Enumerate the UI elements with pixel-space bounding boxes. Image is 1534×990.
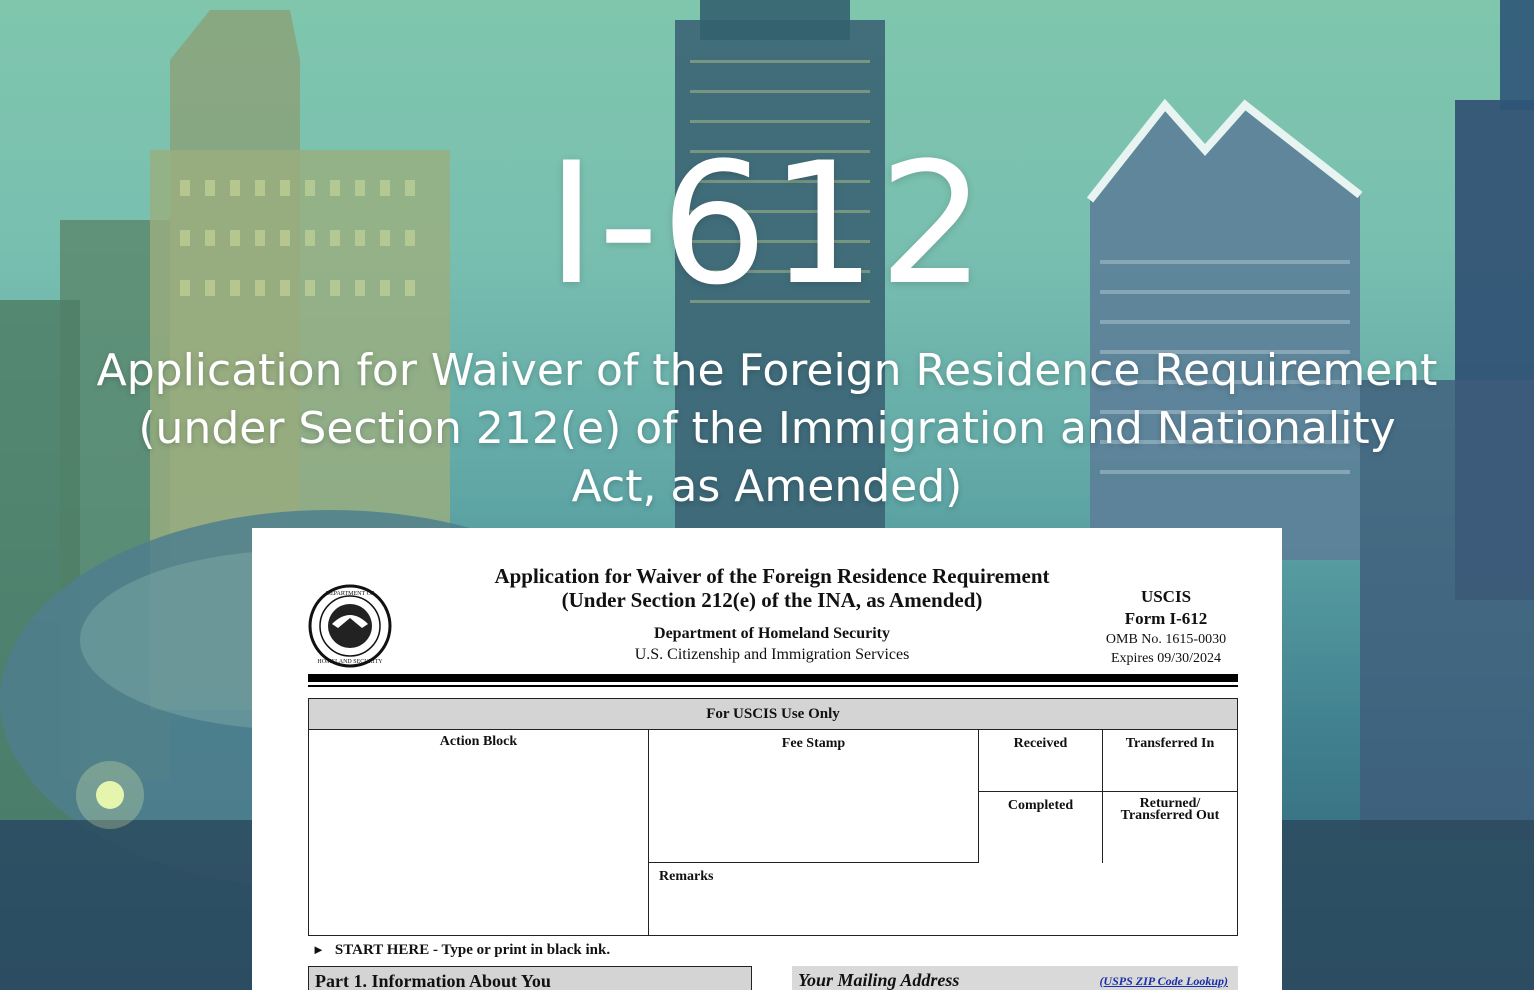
completed-label: Completed — [1007, 798, 1074, 813]
received-label: Received — [1013, 736, 1068, 751]
received-cell — [979, 730, 1103, 792]
use-only-header: For USCIS Use Only — [309, 699, 1237, 730]
agency-short: USCIS — [1140, 587, 1192, 606]
fee-stamp-label: Fee Stamp — [781, 736, 846, 751]
returned-label-line1: Returned/ — [1139, 796, 1201, 811]
form-header — [432, 564, 1112, 666]
header-rule-thick — [308, 674, 1238, 682]
usps-zip-lookup-link[interactable]: (USPS ZIP Code Lookup) — [1099, 974, 1228, 988]
remarks-label: Remarks — [659, 869, 714, 884]
form-title-line2: (Under Section 212(e) of the INA, as Amended) — [561, 588, 983, 612]
action-block-cell — [309, 730, 649, 935]
omb-number: OMB No. 1615-0030 — [1105, 632, 1227, 647]
form-title-line1: Application for Waiver of the Foreign Residence Requirement — [494, 564, 1050, 588]
start-here-instruction — [312, 940, 610, 960]
svg-text:DEPARTMENT OF: DEPARTMENT OF — [325, 591, 375, 597]
uscis-use-only-table — [308, 698, 1238, 936]
agency-name: U.S. Citizenship and Immigration Services — [634, 646, 910, 663]
fee-stamp-cell — [649, 730, 979, 863]
form-identifier — [1092, 586, 1240, 668]
form-number: Form I-612 — [1124, 609, 1208, 628]
transferred-in-cell — [1103, 730, 1237, 792]
transferred-in-label: Transferred In — [1125, 736, 1215, 751]
mailing-address-title: Your Mailing Address — [798, 970, 960, 990]
part1-heading: Part 1. Information About You — [308, 966, 752, 990]
completed-cell — [979, 792, 1103, 863]
header-rule-thin — [308, 685, 1238, 687]
hero-title: I-612 — [546, 126, 988, 322]
action-block-label: Action Block — [439, 734, 518, 749]
returned-label-line2: Transferred Out — [1120, 808, 1220, 823]
department-name: Department of Homeland Security — [654, 625, 890, 642]
svg-text:HOMELAND SECURITY: HOMELAND SECURITY — [317, 659, 383, 665]
expiration-date: Expires 09/30/2024 — [1110, 651, 1222, 666]
mailing-address-heading — [792, 966, 1238, 990]
dhs-seal-icon — [308, 584, 392, 668]
returned-transferred-out-cell — [1103, 792, 1237, 863]
form-document-preview — [252, 528, 1282, 990]
start-here-text: START HERE - Type or print in black ink. — [334, 942, 611, 958]
remarks-cell — [649, 863, 1237, 935]
triangle-right-icon: ► — [312, 942, 325, 957]
hero-subtitle: Application for Waiver of the Foreign Residence Requirement (under Section 212(e) of the Immigration and Nationality Act, as Amended) — [96, 345, 1438, 512]
